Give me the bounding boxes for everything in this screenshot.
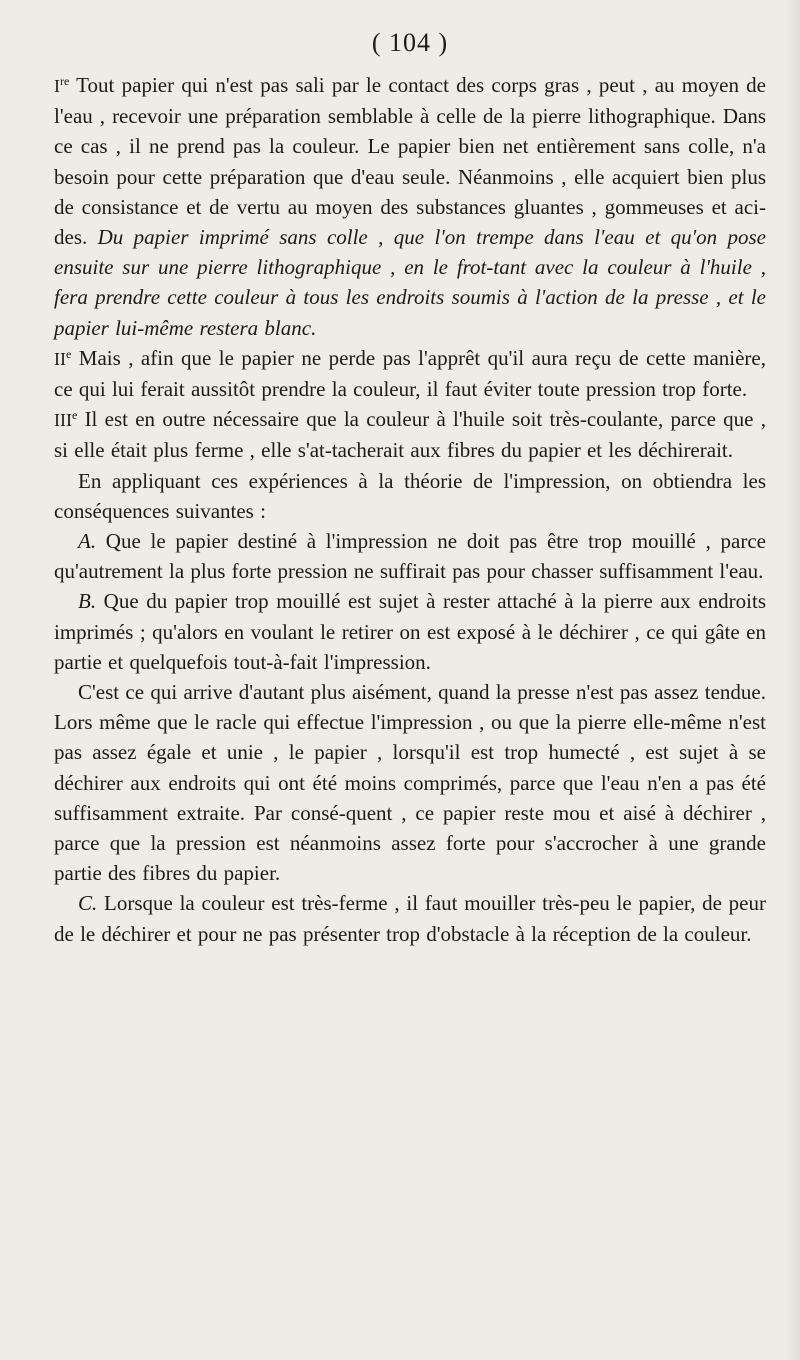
paragraph-7 (54, 677, 766, 888)
paragraph-text: Il est en outre nécessaire que la couleur à l'huile soit très-coulante, parce que , si elle était plus ferme , elle s'at-tacherait aux fibres du papier et les déchirerait. (54, 407, 766, 463)
paragraph-letter-b: B. (78, 589, 97, 614)
paragraph-text: En appliquant ces expériences à la théorie de l'impression, on obtiendra les conséquences suivantes : (54, 468, 766, 523)
page-spine-shadow (784, 0, 800, 1360)
paragraph-text: C'est ce qui arrive d'autant plus aisément, quand la presse n'est pas assez tendue. Lors même que le racle qui effectue l'impression , ou que la pierre elle-même n'est pas assez égale et unie , le papier , lorsqu'il est trop humecté , est sujet à se déchirer aux endroits qui ont été moins comprimés, parce que l'eau n'en a pas été suffisamment extraite. Par consé-quent , ce papier reste mou et aisé à déchirer , parce que la pression est néanmoins assez forte pour s'accrocher à une grande partie des fibres du papier. (54, 680, 766, 886)
paragraph-text: Tout papier qui n'est pas sali par le contact des corps gras , peut , au moyen de l'eau , recevoir une préparation semblable à celle de la pierre lithographique. Dans ce cas , il ne prend pas la couleur. Le papier bien net entièrement sans colle, n'a besoin pour cette préparation que d'eau seule. Néanmoins , elle acquiert bien plus de consistance et de vertu au moyen des substances gluantes , gommeuses et aci-des. (54, 73, 766, 250)
marker-roman: III (54, 410, 72, 431)
marker-sup: re (60, 74, 70, 88)
paragraph-italic-text: Du papier imprimé sans colle , que l'on trempe dans l'eau et qu'on pose ensuite sur une pierre lithographique , en le frot-tant avec la couleur à l'huile , fera prendre cette couleur à tous les endroits soumis à l'action de la presse , et le papier lui-même restera blanc. (54, 225, 767, 340)
paragraph-text: Mais , afin que le papier ne perde pas l'apprêt qu'il aura reçu de cette manière, ce qui lui ferait aussitôt prendre la couleur, il faut éviter toute pression trop forte. (54, 345, 766, 402)
paragraph-4 (54, 466, 766, 526)
paragraph-2 (54, 343, 766, 404)
page-number: ( 104 ) (371, 28, 449, 57)
marker-sup: e (71, 408, 78, 423)
paragraph-text: Que le papier destiné à l'impression ne doit pas être trop mouillé , parce qu'autrement la plus forte pression ne suffirait pas pour chasser suffisamment l'eau. (54, 529, 766, 584)
paragraph-marker-3 (54, 410, 77, 430)
paragraph-text: Que du papier trop mouillé est sujet à rester attaché à la pierre aux endroits imprimés ; qu'alors en voulant le retirer on est exposé à le déchirer , ce qui gâte en partie et quelquefois tout-à-fait l'impression. (54, 589, 766, 674)
paragraph-letter-c: C. (78, 891, 98, 916)
paragraph-1 (54, 70, 766, 343)
marker-roman: I (54, 76, 60, 96)
paragraph-marker-2 (54, 346, 72, 369)
marker-sup: e (66, 346, 72, 361)
paragraph-marker-1 (54, 76, 69, 96)
marker-roman: II (54, 348, 66, 369)
paragraph-3 (54, 404, 766, 465)
paragraph-letter-a: A. (78, 529, 97, 554)
paragraph-5 (54, 526, 766, 586)
paragraph-text: Lorsque la couleur est très-ferme , il faut mouiller très-peu le papier, de peur de le déchirer et pour ne pas présenter trop d'obstacle à la réception de la couleur. (54, 891, 766, 946)
paragraph-6 (54, 586, 766, 677)
paragraph-8 (54, 888, 766, 948)
